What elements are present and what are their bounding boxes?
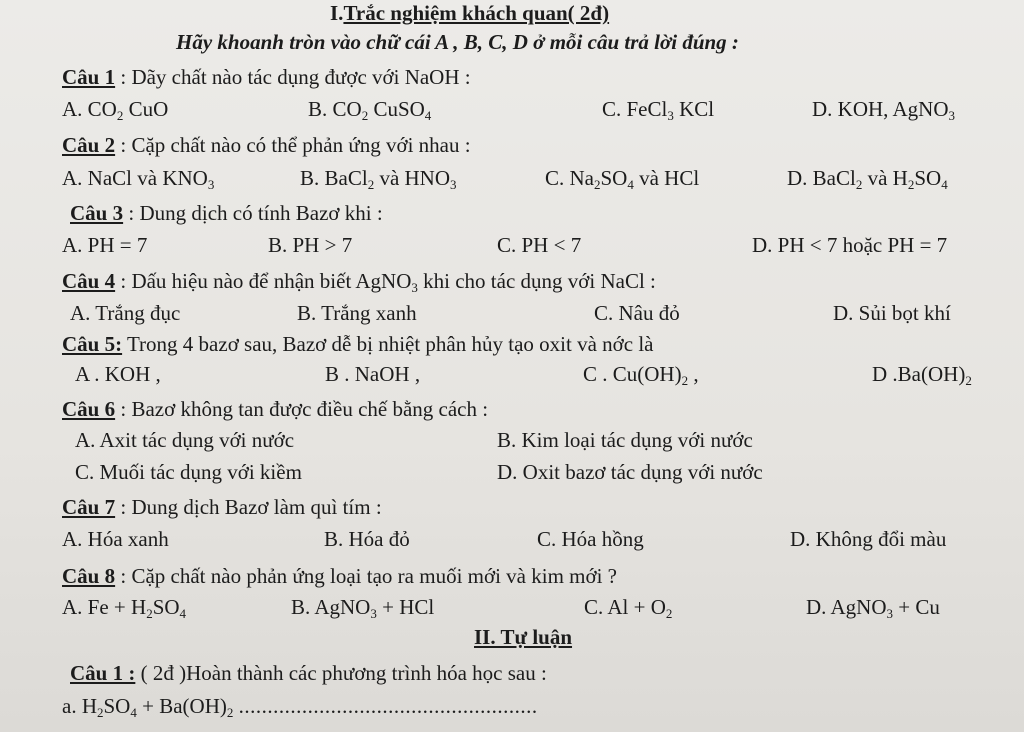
q4-option-c[interactable]: C. Nâu đỏ <box>594 301 680 325</box>
q7-option-c[interactable]: C. Hóa hồng <box>537 527 644 551</box>
q1-option-b[interactable]: B. $CO_2$ CuSO$_4$ <box>308 97 432 123</box>
q3-option-a[interactable]: A. PH = 7 <box>62 233 148 257</box>
q5-option-b[interactable]: B . NaOH , <box>325 362 421 386</box>
q4-option-b[interactable]: B. Trắng xanh <box>297 301 417 325</box>
question-2 <box>62 132 471 158</box>
q7-option-a[interactable]: A. Hóa xanh <box>62 527 169 551</box>
question-8 <box>62 563 617 589</box>
q2-option-a[interactable]: A. NaCl và $KNO_3$ <box>62 166 215 192</box>
q6-option-a[interactable]: A. Axit tác dụng với nước <box>75 428 295 452</box>
question-3 <box>70 200 383 226</box>
essay-1-item-a-text: a. $H_2SO_4 + Ba(OH)_2$ <box>62 694 234 720</box>
question-4 <box>62 268 656 294</box>
question-6-label: Câu 6 <box>62 397 116 421</box>
q1-option-a[interactable]: A. $CO_2$ CuO <box>62 97 169 123</box>
question-2-text: : Cặp chất nào có thể phản ứng với nhau : <box>115 133 471 157</box>
q5-option-c[interactable]: C . $Cu(OH)_2$ , <box>583 362 699 388</box>
q2-option-c[interactable]: C. $Na_2SO_4$ và HCl <box>545 166 700 192</box>
q4-option-d[interactable]: D. Sủi bọt khí <box>833 301 951 325</box>
question-1-text: : Dãy chất nào tác dụng được với NaOH : <box>115 65 471 89</box>
q3-option-b[interactable]: B. PH > 7 <box>268 233 353 257</box>
q5-option-a[interactable]: A . KOH , <box>75 362 161 386</box>
instruction: Hãy khoanh tròn vào chữ cái A , B, C, D ở mỗi câu trả lời đúng : <box>176 30 739 54</box>
question-1 <box>62 64 471 90</box>
q2-option-b[interactable]: B. BaCl$_2$ và $HNO_3$ <box>300 166 457 192</box>
question-7-text: : Dung dịch Bazơ làm quì tím : <box>115 495 382 519</box>
q4-option-a[interactable]: A. Trắng đục <box>70 301 181 325</box>
question-1-label: Câu 1 <box>62 65 116 89</box>
question-5 <box>62 331 653 357</box>
q3-option-d[interactable]: D. PH < 7 hoặc PH = 7 <box>752 233 948 257</box>
q8-option-d[interactable]: D. AgNO$_3$ + Cu <box>806 595 940 621</box>
q8-option-c[interactable]: C. $Al + O_2$ <box>584 595 673 621</box>
q6-option-b[interactable]: B. Kim loại tác dụng với nước <box>497 428 753 452</box>
q7-option-b[interactable]: B. Hóa đỏ <box>324 527 410 551</box>
question-6-text: : Bazơ không tan được điều chế bằng cách : <box>115 397 489 421</box>
section1-title: Trắc nghiệm khách quan( 2đ) <box>343 1 610 25</box>
question-6 <box>62 396 488 422</box>
essay-1-label: Câu 1 : <box>70 661 136 685</box>
question-5-text: Trong 4 bazơ sau, Bazơ dễ bị nhiệt phân hủy tạo oxit và nớc là <box>122 332 654 356</box>
question-8-label: Câu 8 <box>62 564 116 588</box>
q1-option-c[interactable]: C. FeCl$_3$ KCl <box>602 97 715 123</box>
question-4-label: Câu 4 <box>62 269 116 293</box>
q5-option-d[interactable]: D $.Ba(OH)_2$ <box>872 362 972 388</box>
essay-question-1 <box>70 660 547 686</box>
essay-1-text: ( 2đ )Hoàn thành các phương trình hóa học sau : <box>135 661 547 685</box>
question-8-text: : Cặp chất nào phản ứng loại tạo ra muối mới và kim mới ? <box>115 564 618 588</box>
question-3-label: Câu 3 <box>70 201 124 225</box>
section2-title: II. Tự luận <box>474 625 573 649</box>
q6-option-d[interactable]: D. Oxit bazơ tác dụng với nước <box>497 460 763 484</box>
essay-1-item-a <box>62 693 538 719</box>
q2-option-d[interactable]: D. BaCl$_2$ và $H_2SO_4$ <box>787 166 948 192</box>
q1-option-d[interactable]: D. KOH, AgNO$_3$ <box>812 97 955 123</box>
question-7-label: Câu 7 <box>62 495 116 519</box>
question-2-label: Câu 2 <box>62 133 116 157</box>
q3-option-c[interactable]: C. PH < 7 <box>497 233 582 257</box>
q6-option-c[interactable]: C. Muối tác dụng với kiềm <box>75 460 302 484</box>
question-5-label: Câu 5: <box>62 332 123 356</box>
question-3-text: : Dung dịch có tính Bazơ khi : <box>123 201 383 225</box>
q8-option-b[interactable]: B. AgNO$_3$ + HCl <box>291 595 435 621</box>
section1-title-line <box>330 0 609 26</box>
answer-blank-dots[interactable]: .................................................... <box>238 694 538 718</box>
question-4-text: : Dấu hiệu nào để nhận biết AgNO$_3$ khi cho tác dụng với NaCl : <box>115 269 656 295</box>
q7-option-d[interactable]: D. Không đổi màu <box>790 527 947 551</box>
q8-option-a[interactable]: A. $Fe + H_2SO_4$ <box>62 595 187 621</box>
section1-prefix: I. <box>330 1 344 25</box>
question-7 <box>62 494 382 520</box>
